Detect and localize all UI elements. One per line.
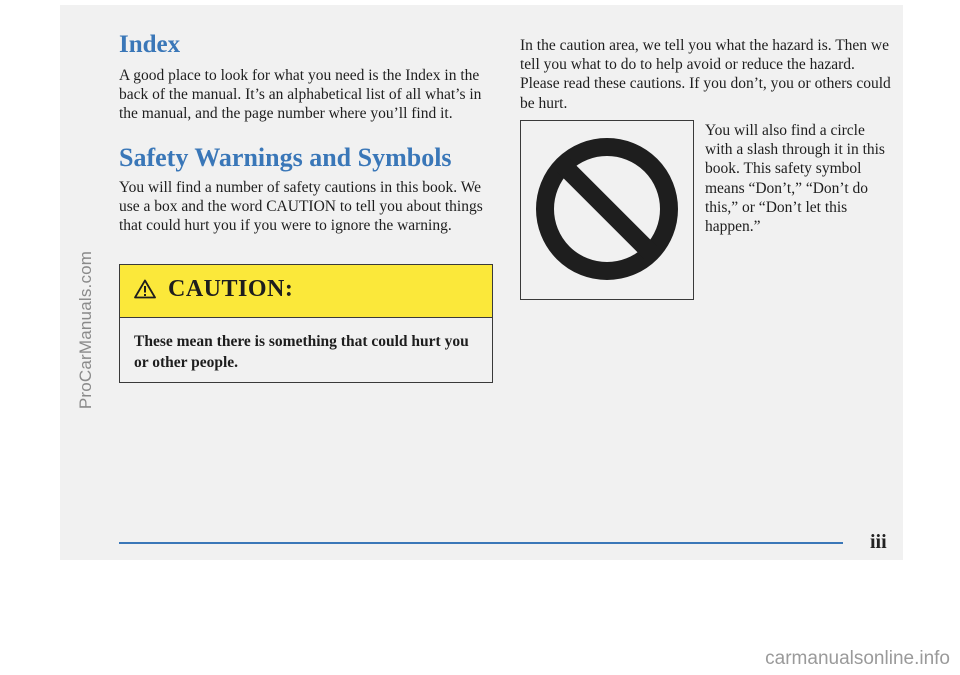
symbol-explanation-paragraph: You will also find a circle with a slash through it in this book. This safety symbol means “Don’t,” “Don’t do this,” or “Don’t let this happen.” [705, 122, 885, 236]
index-paragraph: A good place to look for what you need is the Index in the back of the manual. It’s an alphabetical list of all what’s in the manual, and the page number where you’ll find it. [119, 67, 482, 123]
index-heading: Index [119, 31, 181, 58]
safety-heading: Safety Warnings and Symbols [119, 143, 452, 172]
prohibition-icon [534, 136, 680, 282]
caution-header [120, 265, 492, 318]
page-number: iii [870, 531, 887, 553]
footer-watermark: carmanualsonline.info [765, 648, 950, 669]
caution-explanation-paragraph: In the caution area, we tell you what the hazard is. Then we tell you what to do to help avoid or reduce the hazard. Please read these cautions. If you don’t, you or others could be hurt. [520, 37, 891, 112]
side-watermark: ProCarManuals.com [76, 250, 95, 410]
caution-label: CAUTION: [168, 276, 294, 302]
symbol-box [520, 120, 694, 300]
footer-rule [119, 542, 843, 544]
safety-paragraph: You will find a number of safety cautions in this book. We use a box and the word CAUTION to tell you about things that could hurt you if you were to ignore the warning. [119, 179, 483, 235]
caution-text: These mean there is something that could hurt you or other people. [134, 333, 469, 371]
warning-triangle-icon [134, 279, 156, 299]
caution-box [119, 264, 493, 383]
